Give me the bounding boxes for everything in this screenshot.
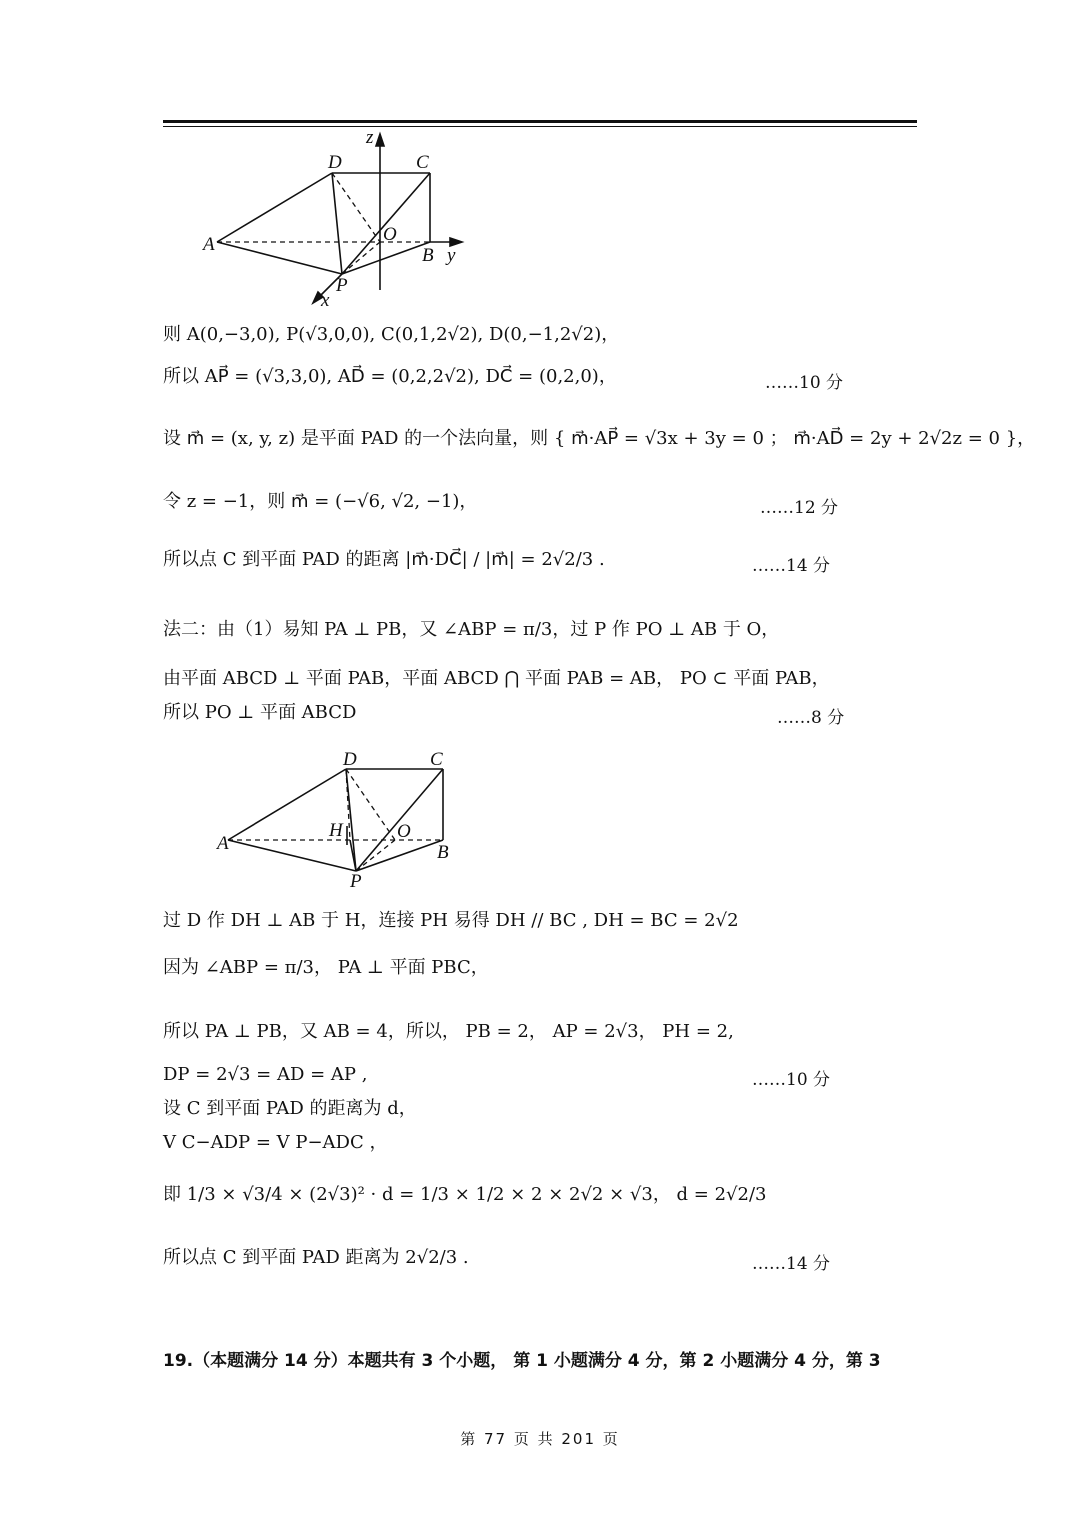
line-angle-abp: 因为 ∠ABP = π/3， PA ⊥ 平面 PBC， (163, 957, 489, 978)
fig2-label-H: H (329, 820, 343, 841)
figure-2-pyramid (215, 745, 465, 890)
line-volume-equal: V C−ADP = V P−ADC ， (163, 1132, 388, 1153)
fig2-label-P: P (350, 871, 362, 890)
line-po-perp: 所以 PO ⊥ 平面 ABCD (163, 702, 357, 723)
line-coordinates: 则 A(0,−3,0), P(√3,0,0), C(0,1,2√2), D(0,−1,2√2)， (163, 324, 620, 345)
line-distance-2: 所以点 C 到平面 PAD 距离为 2√2/3 . (163, 1247, 469, 1268)
fig1-label-z: z (366, 128, 374, 148)
header-rule-thick (163, 120, 917, 123)
question-19-heading: 19.（本题满分 14 分）本题共有 3 个小题， 第 1 小题满分 4 分，第 2 小题满分 4 分，第 3 (163, 1351, 881, 1371)
line-distance-1: 所以点 C 到平面 PAD 的距离 |m⃗·DC⃗| / |m⃗| = 2√2/3 . (163, 549, 605, 570)
header-rule-thin (163, 126, 917, 127)
line-volume-computation: 即 1/3 × √3/4 × (2√3)² · d = 1/3 × 1/2 × 2 × 2√2 × √3， d = 2√2/3 (163, 1184, 767, 1205)
fig1-label-x: x (321, 290, 330, 310)
line-planes: 由平面 ABCD ⊥ 平面 PAB，平面 ABCD ⋂ 平面 PAB = AB， PO ⊂ 平面 PAB， (163, 668, 830, 689)
score-10-b: ……10 分 (752, 1070, 831, 1090)
figure-1-pyramid-axes (195, 128, 475, 310)
score-10-a: ……10 分 (765, 373, 844, 393)
line-dp-equal: DP = 2√3 = AD = AP , (163, 1064, 368, 1085)
fig1-label-B: B (422, 245, 434, 266)
line-set-z: 令 z = −1，则 m⃗ = (−√6, √2, −1)， (163, 491, 478, 512)
fig2-label-B: B (437, 842, 449, 863)
score-12: ……12 分 (760, 498, 839, 518)
score-8: ……8 分 (777, 708, 845, 728)
fig2-label-A: A (217, 833, 229, 854)
score-14-b: ……14 分 (752, 1254, 831, 1274)
fig2-label-O: O (397, 821, 411, 842)
line-vectors: 所以 AP⃗ = (√3,3,0), AD⃗ = (0,2,2√2), DC⃗ = (0,2,0)， (163, 366, 617, 387)
fig1-label-A: A (203, 234, 215, 255)
line-normal-vector: 设 m⃗ = (x, y, z) 是平面 PAD 的一个法向量，则 { m⃗·AP⃗ = √3x + 3y = 0 ； m⃗·AD⃗ = 2y + 2√2z = 0 }， (163, 428, 1036, 449)
line-method-two: 法二：由（1）易知 PA ⊥ PB，又 ∠ABP = π/3，过 P 作 PO ⊥ AB 于 O， (163, 619, 780, 640)
fig2-label-C: C (430, 749, 443, 770)
line-dh-perp: 过 D 作 DH ⊥ AB 于 H，连接 PH 易得 DH // BC , DH = BC = 2√2 (163, 910, 739, 931)
fig2-label-D: D (343, 749, 357, 770)
fig1-label-O: O (383, 224, 397, 245)
fig1-label-D: D (328, 152, 342, 173)
line-lengths: 所以 PA ⊥ PB，又 AB = 4，所以， PB = 2， AP = 2√3， PH = 2, (163, 1021, 734, 1042)
page-footer: 第 77 页 共 201 页 (460, 1430, 620, 1448)
fig1-label-y: y (447, 245, 456, 266)
fig1-label-P: P (336, 275, 348, 296)
score-14-a: ……14 分 (752, 556, 831, 576)
line-set-d: 设 C 到平面 PAD 的距离为 d， (163, 1098, 417, 1119)
fig1-label-C: C (416, 152, 429, 173)
